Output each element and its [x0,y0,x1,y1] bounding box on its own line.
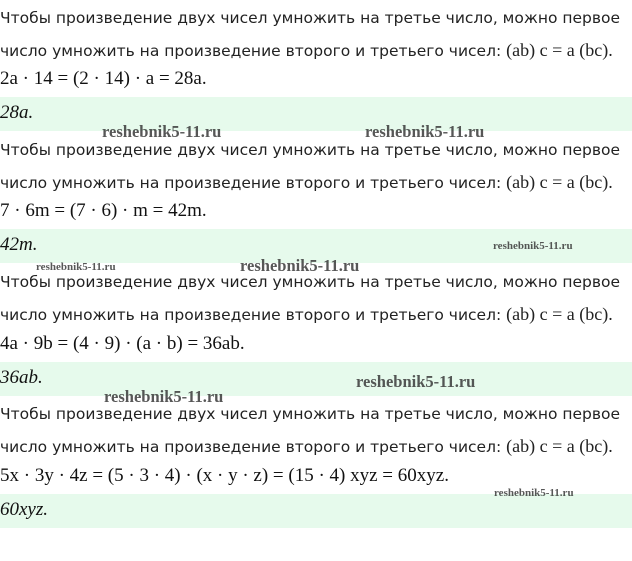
rule-formula: (ab) c = a (bc). [506,304,613,324]
answer-text: 42m. [0,234,38,255]
rule-line-1: Чтобы произведение двух чисел умножить на третье число, можно первое [0,273,621,291]
solution-equation: 5x · 3y · 4z = (5 · 3 · 4) · (x · y · z) = (15 · 4) xyz = 60xyz. [0,465,449,486]
rule-line-2 [0,166,632,199]
answer-bar [0,494,632,528]
rule-formula: (ab) c = a (bc). [506,436,613,456]
rule-line-1: Чтобы произведение двух чисел умножить на третье число, можно первое [0,9,621,27]
rule-formula: (ab) c = a (bc). [506,40,613,60]
rule-line-2-text: число умножить на произведение второго и третьего чисел: [0,438,502,456]
answer-text: 60xyz. [0,499,49,520]
watermark: reshebnik5-11.ru [493,240,573,252]
rule-line-2 [0,298,632,331]
watermark: reshebnik5-11.ru [240,256,360,275]
rule-line-2 [0,430,632,463]
watermark: reshebnik5-11.ru [36,261,116,273]
watermark: reshebnik5-11.ru [102,122,222,141]
rule-line-1: Чтобы произведение двух чисел умножить на третье число, можно первое [0,141,621,159]
watermark: reshebnik5-11.ru [494,487,574,499]
answer-bar [0,97,632,131]
answer-text: 28a. [0,102,34,123]
answer-bar [0,362,632,396]
rule-formula: (ab) c = a (bc). [506,172,613,192]
solution-equation: 4a · 9b = (4 · 9) · (a · b) = 36ab. [0,333,245,354]
rule-line-2-text: число умножить на произведение второго и третьего чисел: [0,174,502,192]
watermark: reshebnik5-11.ru [356,372,476,391]
rule-line-2 [0,34,632,67]
solution-equation: 2a · 14 = (2 · 14) · a = 28a. [0,68,207,89]
rule-line-2-text: число умножить на произведение второго и третьего чисел: [0,42,502,60]
watermark: reshebnik5-11.ru [365,122,485,141]
rule-line-1: Чтобы произведение двух чисел умножить на третье число, можно первое [0,405,621,423]
answer-text: 36ab. [0,367,43,388]
solution-equation: 7 · 6m = (7 · 6) · m = 42m. [0,200,207,221]
rule-line-2-text: число умножить на произведение второго и третьего чисел: [0,306,502,324]
watermark: reshebnik5-11.ru [104,387,224,406]
